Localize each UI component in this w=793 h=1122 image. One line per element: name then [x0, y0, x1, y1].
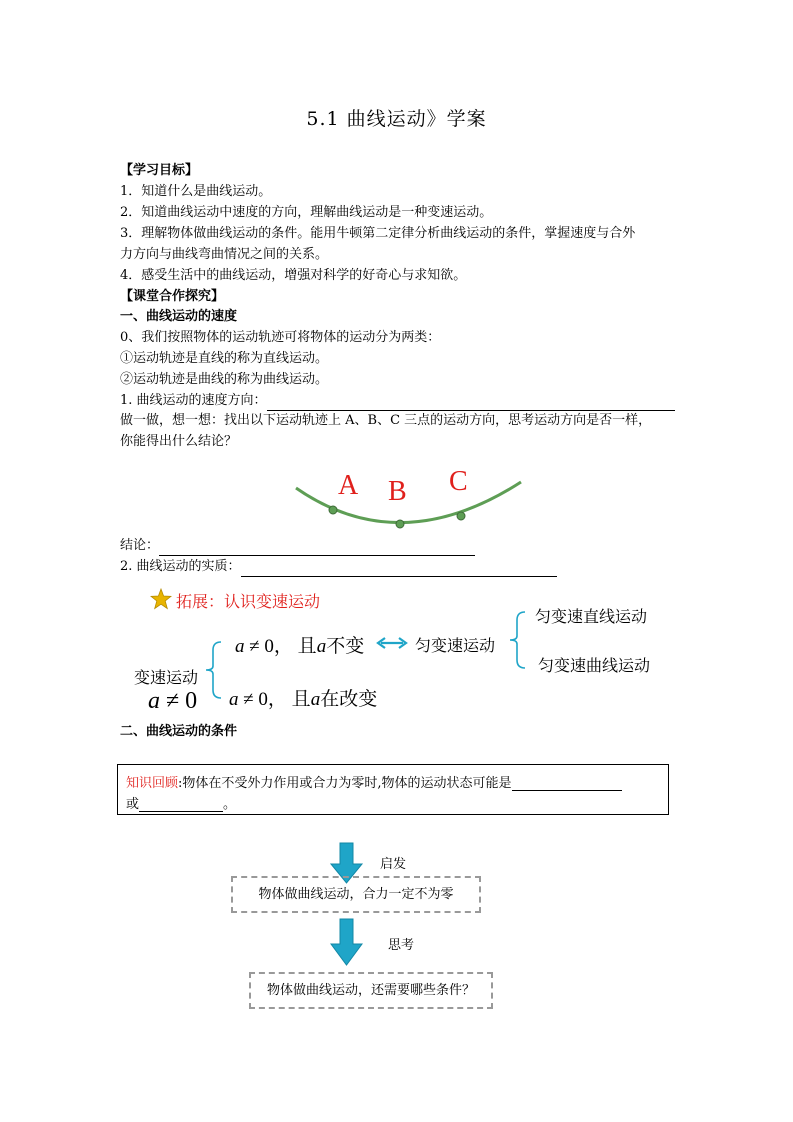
velocity-direction-label: 1. 曲线运动的速度方向： — [120, 393, 267, 408]
trajectory-diagram — [280, 460, 540, 540]
point-a-label: A — [338, 470, 359, 501]
recall-end: 。 — [223, 797, 237, 812]
point-c-label: C — [449, 466, 468, 497]
uniform-condition: a ≠ 0， 且a不变 — [235, 636, 365, 657]
velocity-direction-question — [120, 390, 675, 411]
recall-blank-1[interactable] — [512, 776, 622, 791]
goal-item-2: 2．知道曲线运动中速度的方向，理解曲线运动是一种变速运动。 — [120, 205, 493, 220]
activity-line-1: 做一做，想一想：找出以下运动轨迹上 A、B、C 三点的运动方向，思考运动方向是否一样， — [120, 413, 652, 428]
conclusion-blank[interactable] — [159, 541, 475, 556]
conclusion-line — [120, 535, 475, 556]
uniform-curved-label: 匀变速曲线运动 — [538, 656, 651, 675]
right-brace — [508, 610, 528, 670]
arrow1-label: 启发 — [380, 857, 407, 872]
section1-heading: 一、曲线运动的速度 — [120, 309, 238, 324]
essence-label: 2. 曲线运动的实质： — [120, 559, 241, 574]
essence-blank[interactable] — [241, 562, 557, 577]
point-b-dot — [396, 520, 404, 528]
down-arrow-icon — [330, 918, 364, 966]
recall-or: 或 — [126, 797, 140, 812]
section2-heading: 二、曲线运动的条件 — [120, 724, 238, 739]
point-c-dot — [457, 512, 465, 520]
essence-line — [120, 556, 557, 577]
uniform-straight-label: 匀变速直线运动 — [535, 607, 648, 626]
point-b-label: B — [388, 476, 407, 507]
star-icon — [150, 588, 172, 610]
variable-motion-label: 变速运动 — [134, 668, 199, 687]
variable-motion-condition: a ≠ 0 — [148, 688, 198, 714]
classify-line: 0、我们按照物体的运动轨迹可将物体的运动分为两类： — [120, 330, 441, 345]
extension-title: 拓展：认识变速运动 — [176, 592, 321, 611]
trajectory-curve — [296, 482, 521, 523]
recall-label: 知识回顾 — [126, 776, 179, 791]
arrow2-label: 思考 — [388, 938, 415, 953]
conclusion-label: 结论： — [120, 538, 160, 553]
goal-item-1: 1．知道什么是曲线运动。 — [120, 184, 272, 199]
explore-heading: 【课堂合作探究】 — [120, 289, 225, 304]
recall-line-2 — [126, 793, 236, 812]
left-brace — [204, 640, 224, 700]
uniform-motion-label: 匀变速运动 — [415, 636, 496, 655]
recall-blank-2[interactable] — [139, 797, 223, 812]
goal-item-3-cont: 力方向与曲线弯曲情况之间的关系。 — [120, 247, 329, 262]
goal-item-3: 3．理解物体做曲线运动的条件。能用牛顿第二定律分析曲线运动的条件，掌握速度与合外 — [120, 226, 636, 241]
box2: 物体做曲线运动，还需要哪些条件？ — [249, 972, 493, 1009]
velocity-direction-blank[interactable] — [267, 396, 675, 411]
goals-heading: 【学习目标】 — [120, 163, 199, 178]
recall-box — [117, 764, 669, 815]
activity-line-2: 你能得出什么结论？ — [120, 434, 238, 449]
straight-motion-line: ①运动轨迹是直线的称为直线运动。 — [120, 351, 329, 366]
recall-line-1 — [126, 772, 622, 791]
goal-item-4: 4．感受生活中的曲线运动，增强对科学的好奇心与求知欲。 — [120, 268, 467, 283]
curved-motion-line: ②运动轨迹是曲线的称为曲线运动。 — [120, 372, 329, 387]
page-title: 5.1 曲线运动》学案 — [306, 108, 487, 130]
recall-text: :物体在不受外力作用或合力为零时,物体的运动状态可能是 — [178, 776, 512, 791]
nonuniform-condition: a ≠ 0， 且a在改变 — [229, 689, 378, 710]
double-arrow-icon — [375, 635, 409, 651]
box1: 物体做曲线运动，合力一定不为零 — [231, 876, 481, 913]
point-a-dot — [329, 506, 337, 514]
